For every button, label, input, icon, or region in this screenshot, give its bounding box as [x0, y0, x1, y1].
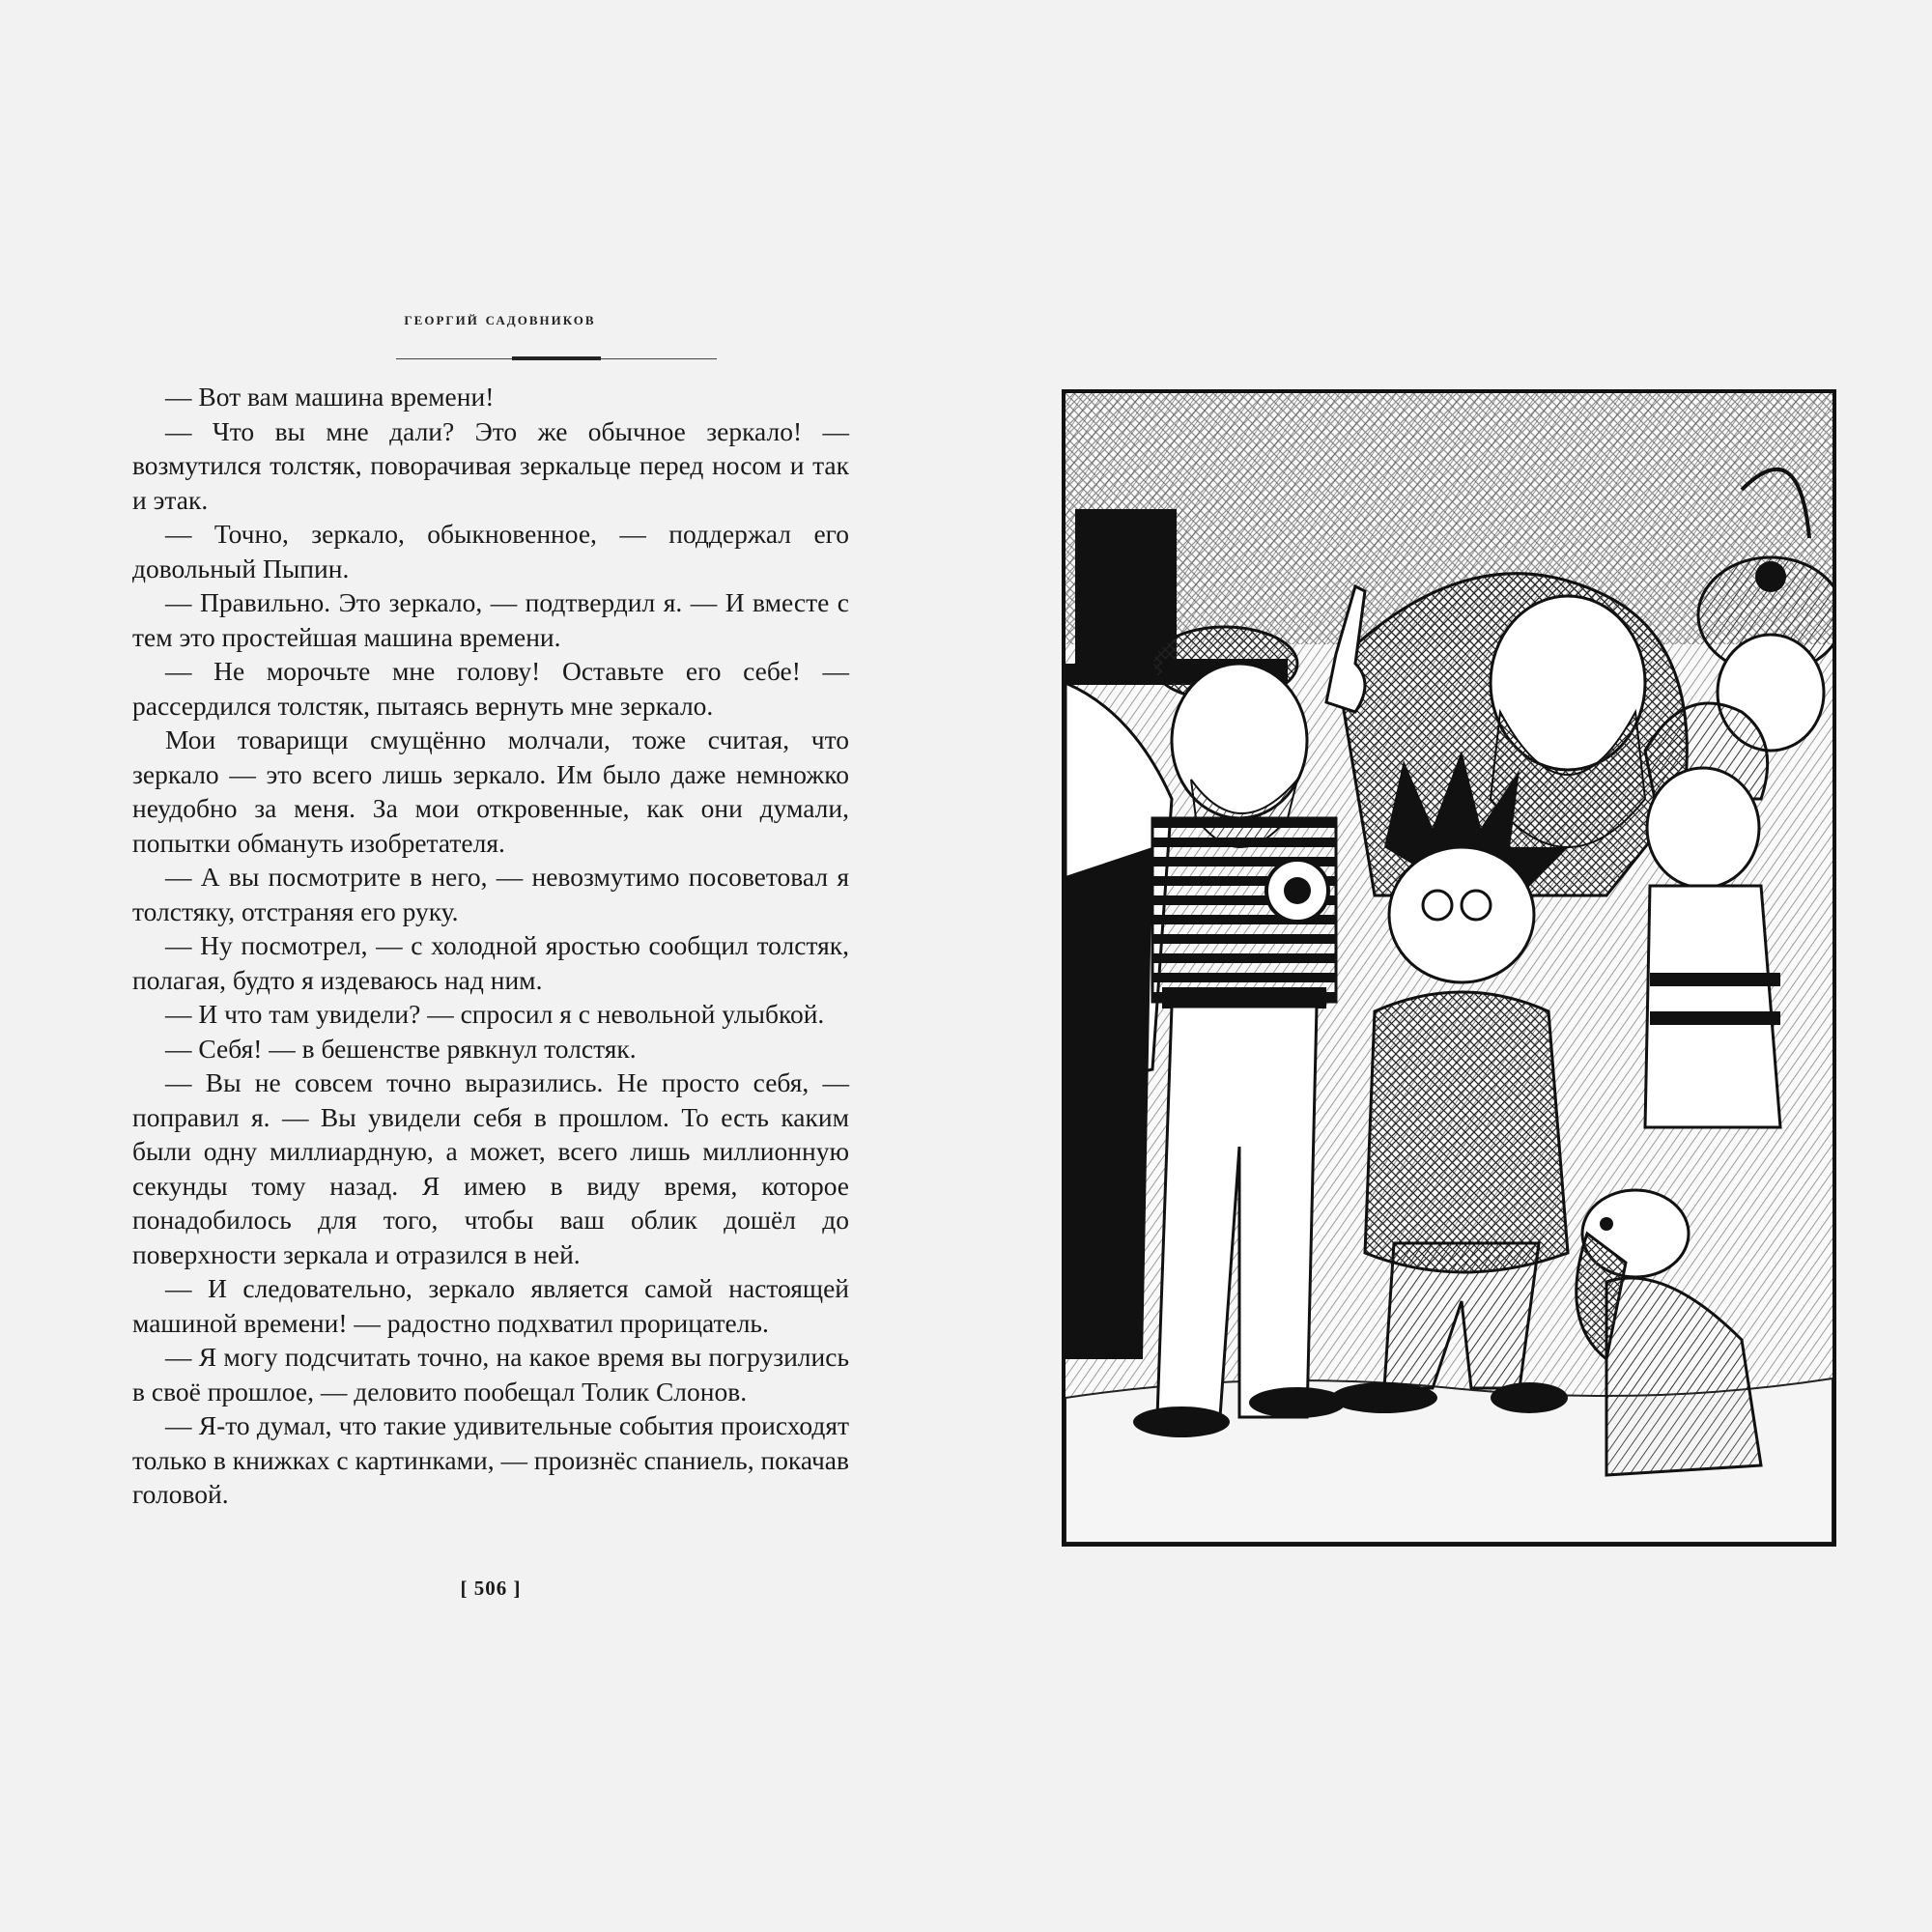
paragraph: — И следовательно, зеркало является самой настоящей машиной времени! — радостно подхватил прорицатель.: [132, 1273, 849, 1338]
paragraph: — Я-то думал, что такие удивительные события происходят только в книжках с картинками, — произнёс спаниель, покачав головой.: [132, 1410, 849, 1509]
paragraph: — Себя! — в бешенстве рявкнул толстяк.: [165, 1033, 637, 1064]
paragraph: — Что вы мне дали? Это же обычное зеркало! — возмутился толстяк, поворачивая зеркальце перед носом и так и этак.: [132, 415, 849, 515]
head-rule-ornament: [512, 356, 601, 360]
paragraph: — Не морочьте мне голову! Оставьте его себе! — рассердился толстяк, пытаясь вернуть мне зеркало.: [132, 656, 849, 721]
paragraph: — Точно, зеркало, обыкновенное, — поддержал его довольный Пыпин.: [132, 519, 849, 583]
body-text: [132, 380, 849, 1512]
paragraph: — Правильно. Это зеркало, — подтвердил я. — И вместе с тем это простейшая машина времени.: [132, 587, 849, 652]
paragraph: — И что там увидели? — спросил я с невольной улыбкой.: [165, 999, 825, 1029]
paragraph: Мои товарищи смущённо молчали, тоже считая, что зеркало — это всего лишь зеркало. Им было даже немножко неудобно за меня. За мои откровенные, как они думали, попытки обмануть изобретателя.: [132, 724, 849, 858]
illustration-drawing: [1065, 393, 1833, 1543]
illustration: [1062, 389, 1836, 1547]
paragraph: — Я могу подсчитать точно, на какое время вы погрузились в своё прошлое, — деловито пообещал Толик Слонов.: [132, 1342, 849, 1406]
paragraph: — А вы посмотрите в него, — невозмутимо посоветовал я толстяку, отстраняя его руку.: [132, 862, 849, 926]
paragraph: — Вот вам машина времени!: [165, 382, 495, 412]
left-page: [132, 309, 849, 1600]
paragraph: — Вы не совсем точно выразились. Не просто себя, — поправил я. — Вы увидели себя в прошлом. То есть каким были одну миллиардную, а может, всего лишь миллионную секунды тому назад. Я имею в виду время, которое понадобилось для того, чтобы ваш облик дошёл до поверхности зеркала и отразился в ней.: [132, 1067, 849, 1269]
running-head: георгий садовников: [404, 309, 596, 329]
page-number: [ 506 ]: [460, 1577, 522, 1600]
paragraph: — Ну посмотрел, — с холодной яростью сообщил толстяк, полагая, будто я издеваюсь над ним.: [132, 930, 849, 995]
